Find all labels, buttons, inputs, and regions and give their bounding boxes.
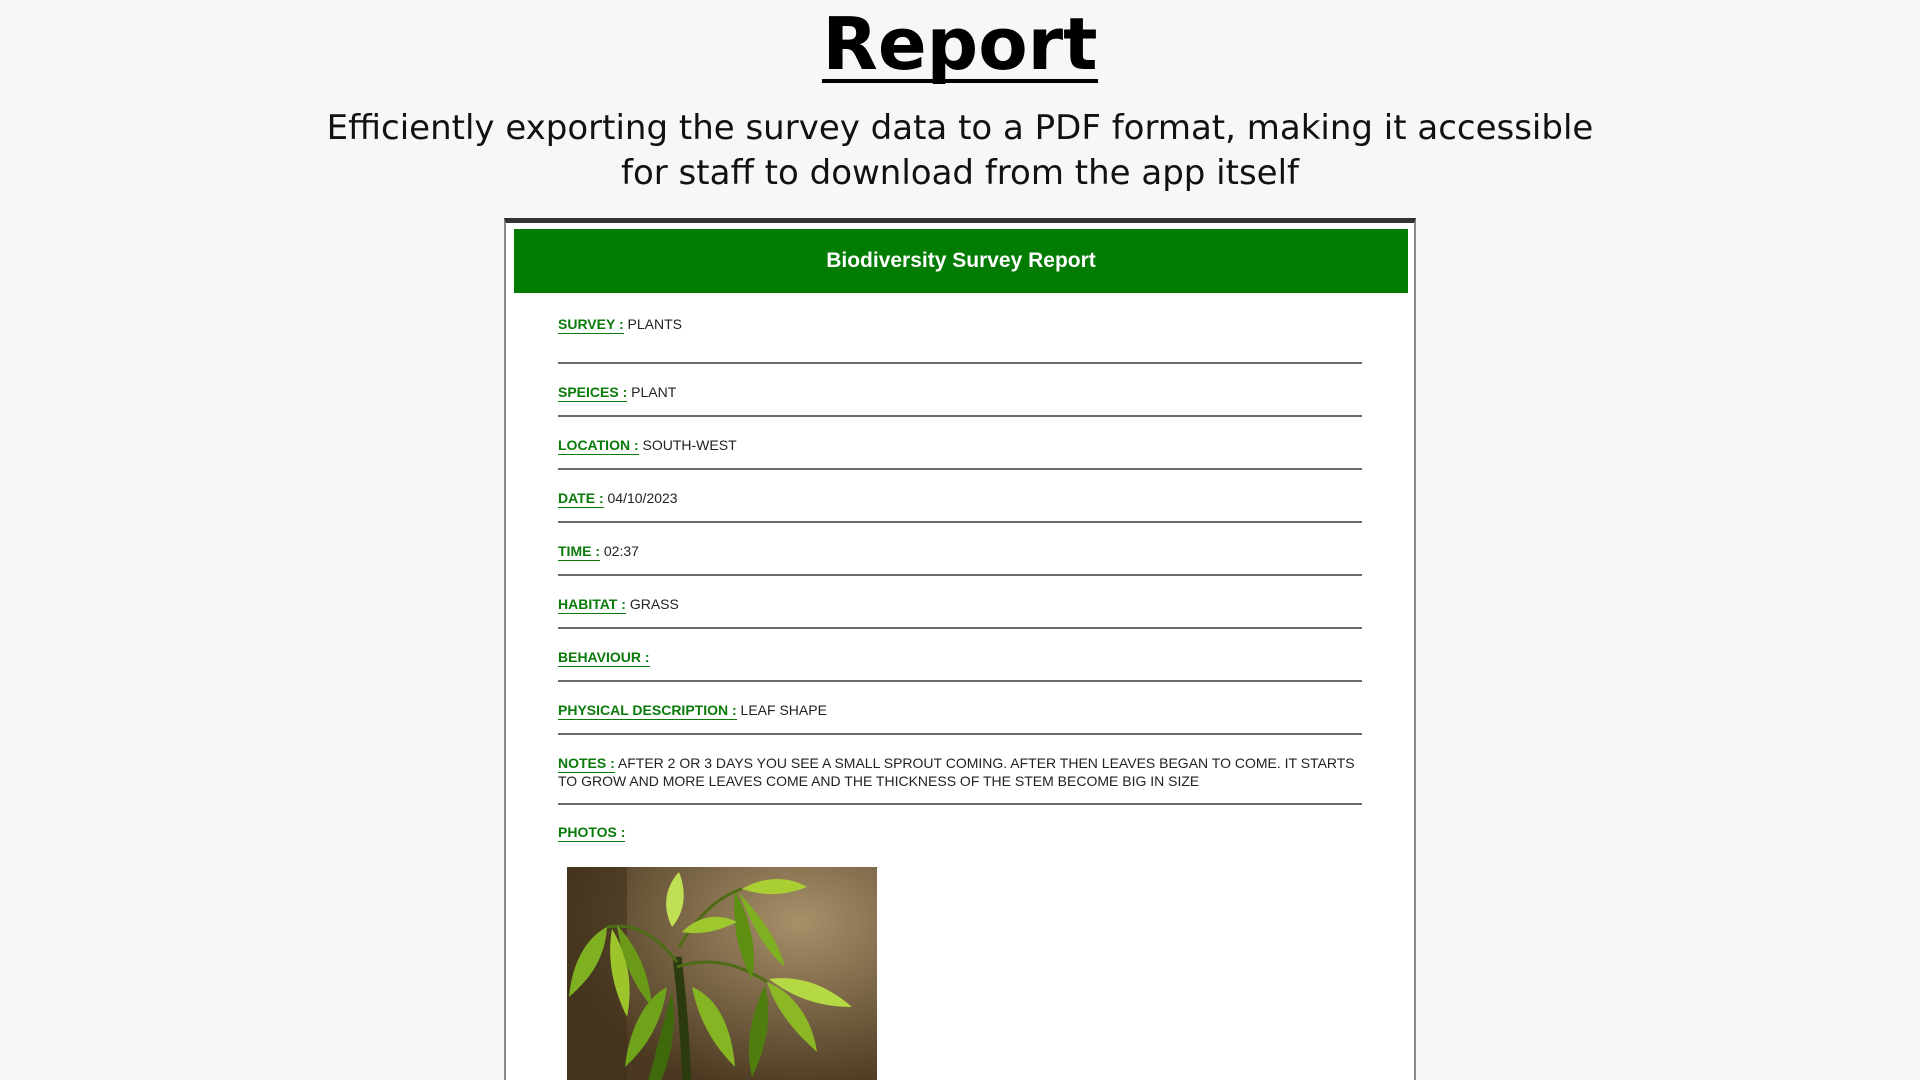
field-label: NOTES :: [558, 755, 615, 771]
plant-photo-graphic: [567, 867, 877, 1080]
field-label: TIME :: [558, 543, 600, 559]
field-behaviour: [558, 629, 1362, 682]
report-fields: [558, 313, 1362, 840]
field-label: SPEICES :: [558, 384, 628, 400]
slide-title: Report: [822, 2, 1098, 86]
field-value: SOUTH-WEST: [642, 437, 737, 453]
field-value: PLANT: [631, 384, 677, 400]
field-photos: [558, 805, 1362, 840]
slide-subtitle: Efficiently exporting the survey data to a PDF format, making it accessible for staff to download from the app itself: [326, 108, 1594, 193]
field-value: GRASS: [629, 596, 679, 612]
field-value: LEAF SHAPE: [740, 702, 827, 718]
pdf-report-page: [504, 218, 1416, 1080]
plant-photo-icon: [567, 867, 877, 1080]
field-value: 02:37: [603, 543, 639, 559]
field-label: BEHAVIOUR :: [558, 649, 650, 665]
field-label: DATE :: [558, 490, 604, 506]
field-location: [558, 417, 1362, 470]
report-header: Biodiversity Survey Report: [514, 229, 1408, 293]
field-label: HABITAT :: [558, 596, 626, 612]
field-value: AFTER 2 OR 3 DAYS YOU SEE A SMALL SPROUT COMING. AFTER THEN LEAVES BEGAN TO COME. IT STARTS TO GROW AND MORE LEAVES COME AND THE THICKNESS OF THE STEM BECOME BIG IN SIZE: [558, 755, 1355, 789]
field-label: PHYSICAL DESCRIPTION :: [558, 702, 737, 718]
field-time: [558, 523, 1362, 576]
field-label: SURVEY :: [558, 316, 624, 332]
field-survey: [558, 313, 1362, 364]
field-label: LOCATION :: [558, 437, 639, 453]
field-value: 04/10/2023: [607, 490, 678, 506]
field-label: PHOTOS :: [558, 824, 626, 840]
field-notes: [558, 735, 1362, 805]
field-date: [558, 470, 1362, 523]
field-species: [558, 364, 1362, 417]
field-physical-description: [558, 682, 1362, 735]
field-habitat: [558, 576, 1362, 629]
field-value: PLANTS: [627, 316, 682, 332]
